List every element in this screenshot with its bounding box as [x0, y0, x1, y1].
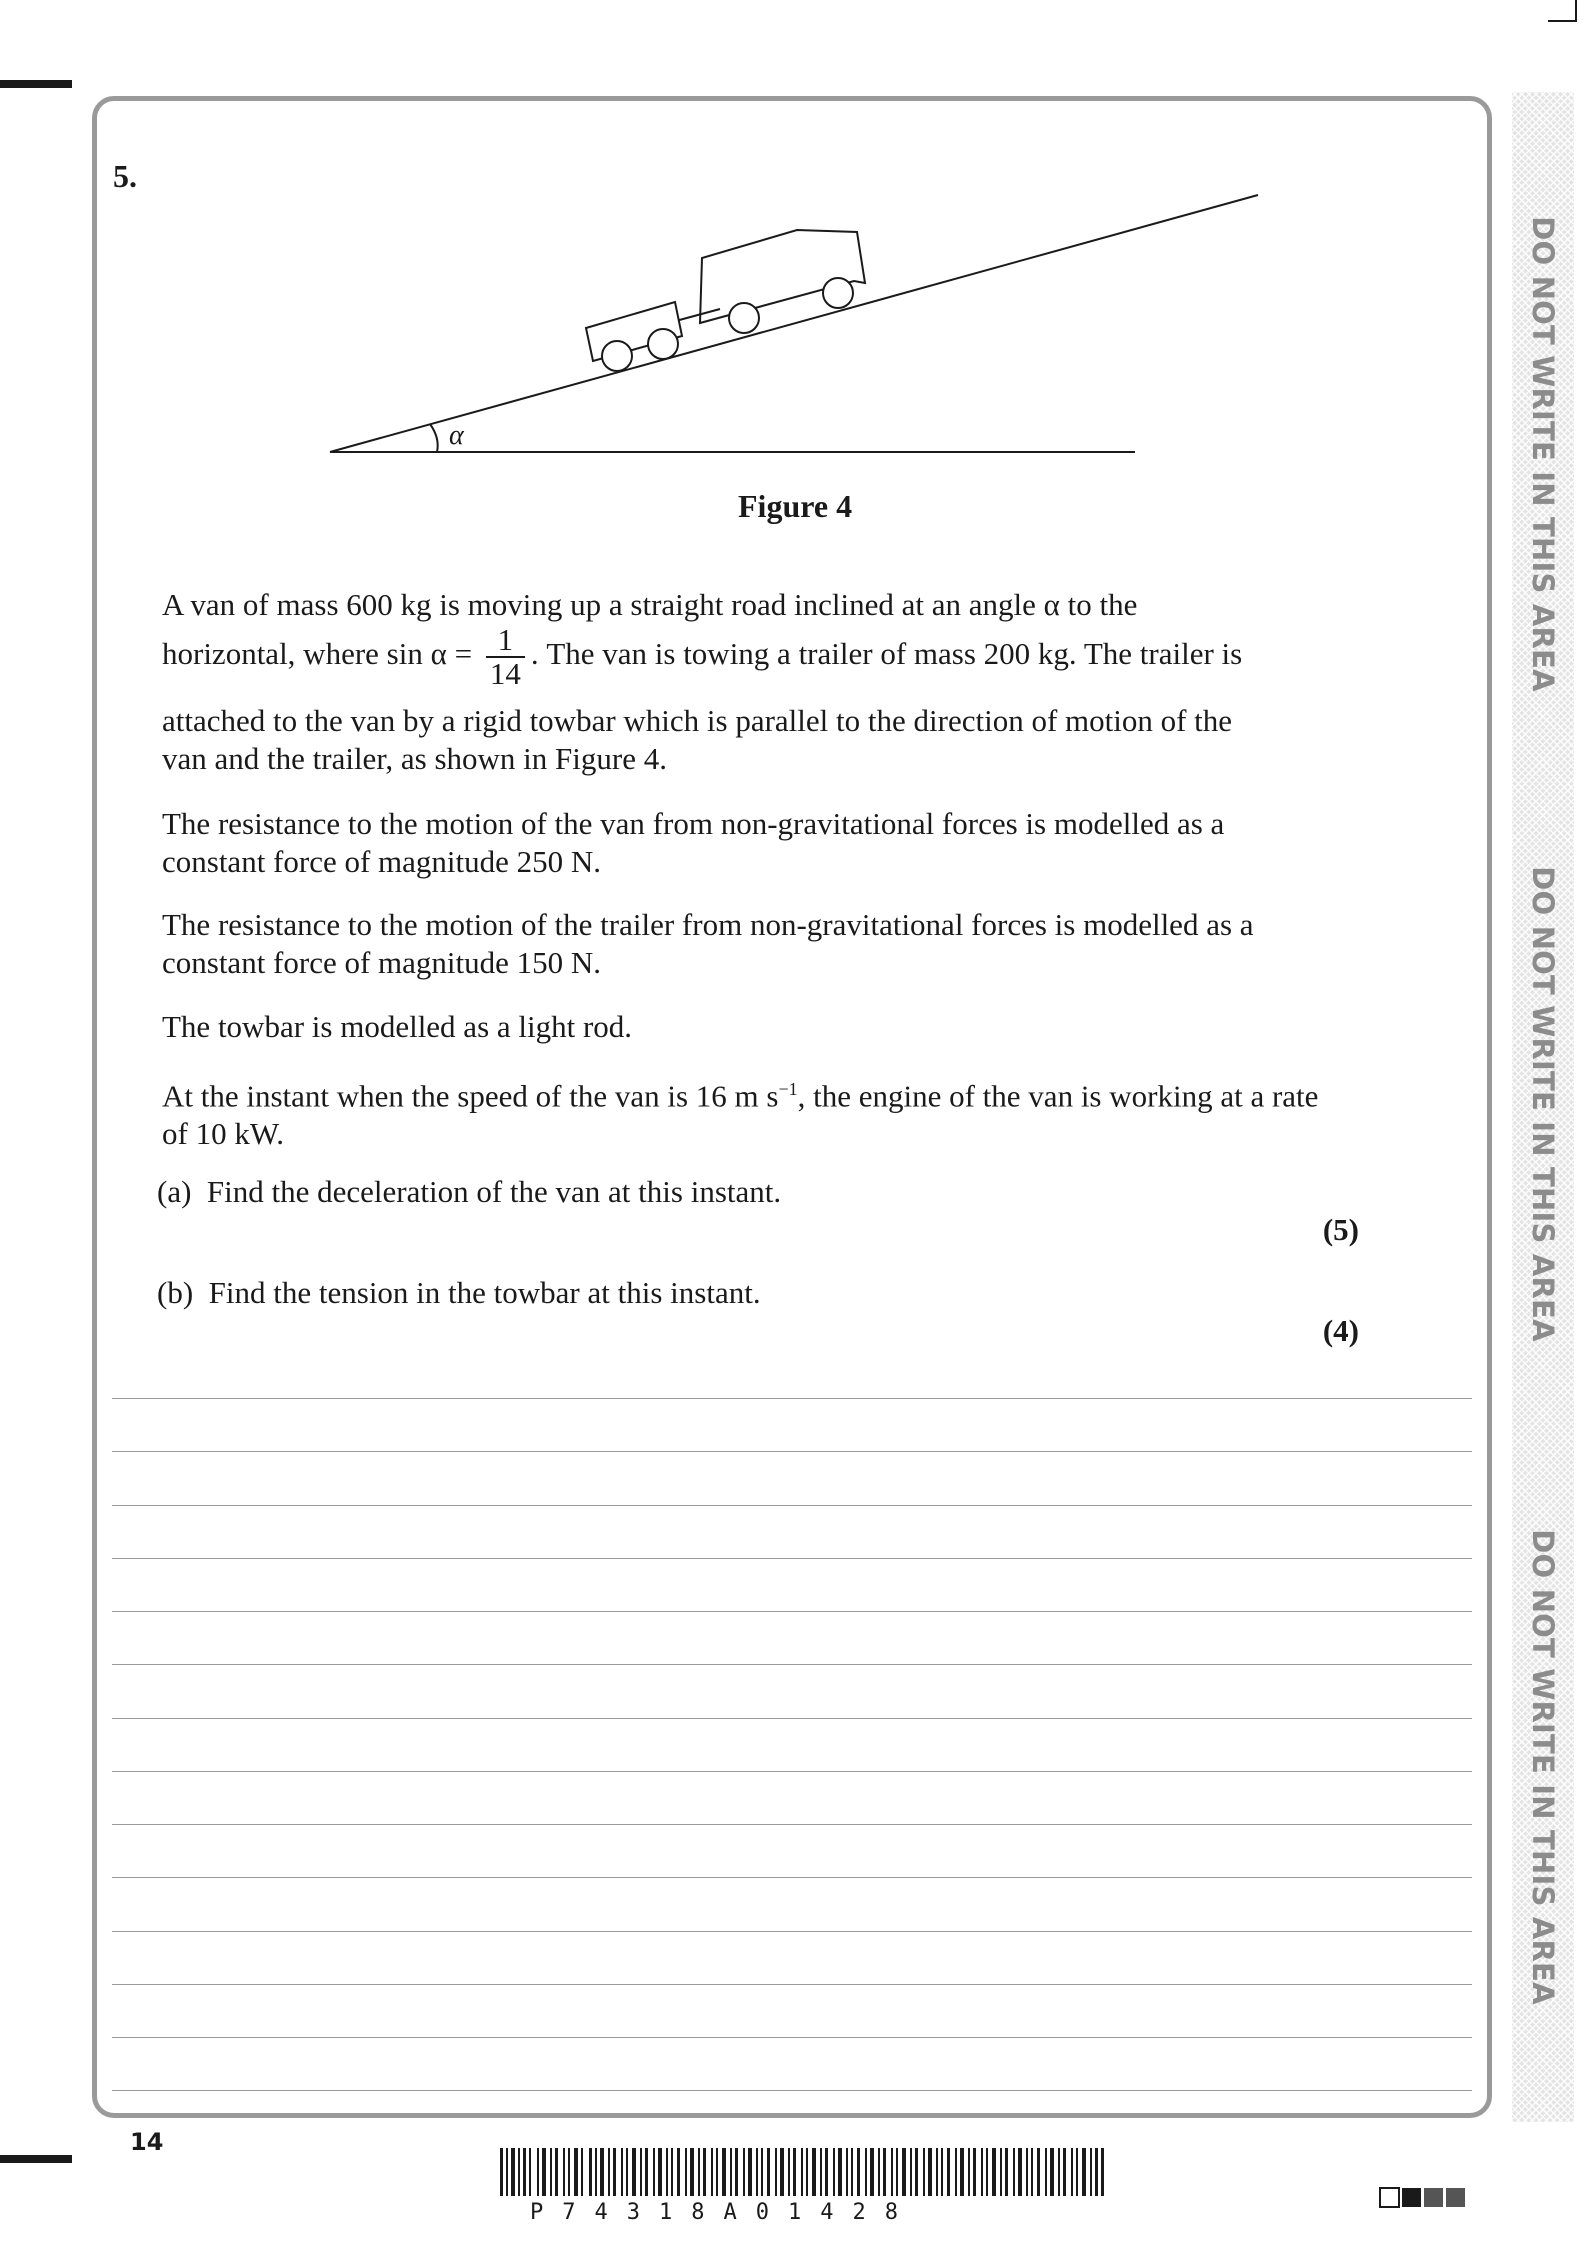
part-b-text: Find the tension in the towbar at this instant. [208, 1275, 761, 1310]
sin-alpha-prefix: horizontal, where sin α = [162, 636, 480, 671]
side-warning-top: DO NOT WRITE IN THIS AREA [1526, 216, 1560, 692]
angle-arc [430, 424, 438, 452]
intro-line-1: A van of mass 600 kg is moving up a straight road inclined at an angle α to the [162, 587, 1138, 622]
answer-line[interactable] [112, 1824, 1472, 1825]
side-warning-middle: DO NOT WRITE IN THIS AREA [1526, 866, 1560, 1342]
indicator-box-grey [1446, 2188, 1465, 2207]
answer-line[interactable] [112, 2090, 1472, 2091]
van-front-wheel [823, 278, 853, 308]
indicator-box-filled [1402, 2188, 1421, 2207]
intro-line-3: attached to the van by a rigid towbar which is parallel to the direction of motion of the [162, 703, 1233, 738]
part-b [157, 1275, 1359, 1365]
part-b-label: (b) [157, 1275, 194, 1310]
indicator-box-empty [1380, 2188, 1399, 2207]
figure-caption: Figure 4 [738, 488, 853, 524]
answer-line[interactable] [112, 2037, 1472, 2038]
question-number: 5. [113, 158, 137, 194]
indicator-box-grey [1424, 2188, 1443, 2207]
fraction-numerator: 1 [486, 624, 525, 658]
answer-line[interactable] [112, 1451, 1472, 1452]
towbar-paragraph: The towbar is modelled as a light rod. [162, 1009, 633, 1044]
page-indicator-boxes [1379, 2185, 1475, 2209]
side-warning-bottom: DO NOT WRITE IN THIS AREA [1526, 1529, 1560, 2005]
engine-text-suffix: , the engine of the van is working at a rate of 10 kW. [162, 1078, 1319, 1152]
trailer-resistance-paragraph: The resistance to the motion of the trailer from non-gravitational forces is modelled as a constant force of magnitude 150 N. [162, 907, 1254, 980]
barcode-text: P74318A01428 [530, 2200, 917, 2225]
answer-line[interactable] [112, 1984, 1472, 1985]
answer-line[interactable] [112, 1718, 1472, 1719]
barcode [497, 2148, 1107, 2196]
trailer-rear-wheel [602, 341, 632, 371]
engine-text-prefix: At the instant when the speed of the van is 16 m s [162, 1078, 779, 1114]
answer-line[interactable] [112, 1611, 1472, 1612]
intro-line-4: van and the trailer, as shown in Figure 4. [162, 741, 667, 776]
intro-line-2 [162, 622, 1332, 690]
answer-line[interactable] [112, 1558, 1472, 1559]
answer-line[interactable] [112, 1505, 1472, 1506]
part-a-marks: (5) [1322, 1212, 1359, 1247]
van-rear-wheel [729, 303, 759, 333]
page-number: 14 [130, 2128, 164, 2156]
engine-unit-superscript: −1 [778, 1079, 798, 1099]
answer-line[interactable] [112, 1877, 1472, 1878]
answer-line[interactable] [112, 1398, 1472, 1399]
van-body [700, 230, 865, 323]
answer-line[interactable] [112, 1931, 1472, 1932]
part-b-marks: (4) [1322, 1313, 1359, 1348]
answer-line[interactable] [112, 1664, 1472, 1665]
trailer-front-wheel [648, 329, 678, 359]
part-a-label: (a) [157, 1174, 192, 1209]
figure-4-diagram [0, 0, 1587, 520]
angle-alpha-label: α [449, 420, 464, 451]
answer-line[interactable] [112, 1771, 1472, 1772]
part-a [157, 1174, 1359, 1264]
part-a-text: Find the deceleration of the van at this instant. [206, 1174, 782, 1209]
edge-mark-bottom [0, 2155, 72, 2163]
fraction-one-fourteenth [486, 621, 525, 691]
fraction-denominator: 14 [489, 655, 521, 691]
van-resistance-paragraph: The resistance to the motion of the van from non-gravitational forces is modelled as a constant force of magnitude 250 N. [162, 806, 1225, 879]
engine-paragraph [162, 1070, 1322, 1153]
trailer-mass-text: . The van is towing a trailer of mass 200 kg. The trailer is [530, 636, 1243, 671]
